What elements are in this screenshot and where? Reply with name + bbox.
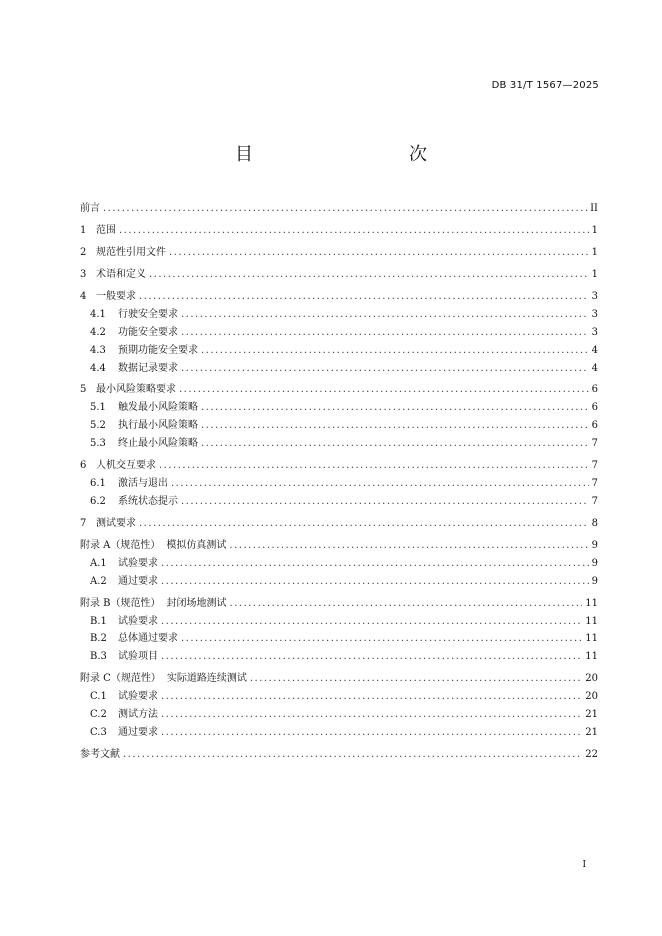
toc-entry-page: 20 — [585, 691, 598, 703]
toc-entry-number: 附录 C（规范性） — [80, 673, 161, 685]
toc-entry-page: 11 — [585, 633, 598, 645]
toc-entry-label: 范围 — [96, 224, 116, 236]
toc-entry[interactable] — [80, 648, 598, 666]
toc-entry-number: B.1 — [90, 615, 107, 627]
toc-leader-dots — [201, 342, 589, 360]
toc-entry[interactable] — [80, 613, 598, 631]
toc-entry-number: C.1 — [90, 691, 107, 703]
toc-leader-dots — [149, 266, 589, 284]
toc-leader-dots — [139, 515, 589, 533]
toc-entry-number: 附录 A（规范性） — [80, 539, 161, 551]
toc-entry[interactable] — [80, 222, 598, 240]
toc-entry-page: 3 — [591, 326, 598, 338]
toc-entry-page: 20 — [585, 673, 598, 685]
toc-entry-label: 试验要求 — [118, 615, 158, 627]
toc-entry[interactable] — [80, 573, 598, 591]
toc-leader-dots — [171, 475, 589, 493]
toc-entry[interactable] — [80, 475, 598, 493]
toc-entry-page: 1 — [591, 268, 598, 280]
toc-leader-dots — [181, 306, 589, 324]
toc-entry-label: 一般要求 — [96, 290, 136, 302]
toc-entry[interactable] — [80, 706, 598, 724]
toc-entry-label: 触发最小风险策略 — [118, 402, 198, 414]
toc-entry-label: 前言 — [80, 203, 100, 214]
toc-entry[interactable] — [80, 360, 598, 378]
standard-code: DB 31/T 1567—2025 — [491, 80, 599, 91]
toc-entry-page: 9 — [591, 575, 598, 587]
toc-leader-dots — [179, 381, 589, 399]
toc-entry-label: 终止最小风险策略 — [118, 438, 198, 450]
toc-leader-dots — [201, 417, 589, 435]
toc-entry-label: 模拟仿真测试 — [166, 539, 227, 551]
toc-entry-page: 8 — [591, 517, 598, 529]
toc-entry-label: 行驶安全要求 — [118, 308, 178, 320]
toc-leader-dots — [169, 244, 589, 262]
toc-entry-page: 6 — [591, 384, 598, 396]
toc-entry-number: 6.1 — [90, 478, 106, 490]
toc-leader-dots — [161, 688, 582, 706]
toc-leader-dots — [161, 573, 589, 591]
toc-entry[interactable] — [80, 435, 598, 453]
toc-entry[interactable] — [80, 200, 598, 218]
toc-entry-page: 6 — [591, 402, 598, 414]
toc-entry-label: 规范性引用文件 — [96, 246, 166, 258]
toc-entry-page: 11 — [585, 597, 598, 609]
toc-entry[interactable] — [80, 746, 598, 764]
toc-leader-dots — [161, 555, 589, 573]
toc-leader-dots — [161, 648, 582, 666]
toc-entry-page: 4 — [591, 362, 598, 374]
toc-entry[interactable] — [80, 244, 598, 262]
toc-entry[interactable] — [80, 595, 598, 613]
toc-entry-number: B.3 — [90, 651, 107, 663]
toc-entry[interactable] — [80, 399, 598, 417]
toc-entry-number: 2 — [80, 246, 87, 258]
toc-entry-label: 测试要求 — [96, 517, 136, 529]
toc-entry-number: 5 — [80, 384, 87, 396]
toc-entry-number: 4.2 — [90, 326, 106, 338]
toc-entry[interactable] — [80, 457, 598, 475]
toc-entry-number: A.1 — [90, 557, 107, 569]
toc-entry[interactable] — [80, 515, 598, 533]
toc-entry-page: 11 — [585, 615, 598, 627]
toc-entry-number: 1 — [80, 224, 87, 236]
toc-entry[interactable] — [80, 670, 598, 688]
toc-entry-label: 功能安全要求 — [118, 326, 178, 338]
toc-leader-dots — [161, 724, 582, 742]
toc-entry-label: 实际道路连续测试 — [166, 673, 247, 685]
toc-leader-dots — [201, 399, 589, 417]
toc-leader-dots — [119, 222, 589, 240]
toc-leader-dots — [159, 457, 589, 475]
toc-leader-dots — [230, 595, 583, 613]
toc-leader-dots — [181, 324, 589, 342]
toc-entry[interactable] — [80, 537, 598, 555]
toc-entry[interactable] — [80, 724, 598, 742]
toc-entry[interactable] — [80, 688, 598, 706]
toc-entry-number: 5.2 — [90, 420, 106, 432]
toc-leader-dots — [181, 493, 589, 511]
toc-entry[interactable] — [80, 417, 598, 435]
toc-entry-page: 3 — [591, 290, 598, 302]
toc-entry[interactable] — [80, 493, 598, 511]
toc-entry-label: 通过要求 — [118, 726, 158, 738]
toc-leader-dots — [229, 537, 588, 555]
toc-entry-number: C.3 — [90, 726, 107, 738]
toc-entry-label: 试验项目 — [118, 651, 158, 663]
toc-entry-number: 6 — [80, 460, 87, 472]
toc-entry-number: A.2 — [90, 575, 107, 587]
page-number: I — [582, 860, 586, 870]
toc-entry-page: 7 — [591, 460, 598, 472]
toc-entry-page: 6 — [591, 420, 598, 432]
toc-entry-label: 封闭场地测试 — [166, 597, 227, 609]
toc-entry-label: 最小风险策略要求 — [96, 384, 176, 396]
toc-entry[interactable] — [80, 381, 598, 399]
toc-entry-number: 7 — [80, 517, 87, 529]
toc-leader-dots — [181, 630, 582, 648]
toc-entry-label: 预期功能安全要求 — [118, 344, 198, 356]
toc-entry-label: 执行最小风险策略 — [118, 420, 198, 432]
toc-entry[interactable] — [80, 324, 598, 342]
toc-entry-number: 4.1 — [90, 308, 106, 320]
toc-entry[interactable] — [80, 288, 598, 306]
toc-entry-page: 4 — [591, 344, 598, 356]
toc-entry-page: 9 — [591, 539, 598, 551]
toc-leader-dots — [250, 670, 582, 688]
toc-entry[interactable] — [80, 306, 598, 324]
toc-leader-dots — [161, 613, 582, 631]
toc-entry[interactable] — [80, 266, 598, 284]
toc-leader-dots — [201, 435, 589, 453]
toc-entry[interactable] — [80, 630, 598, 648]
toc-entry-label: 激活与退出 — [118, 478, 168, 490]
toc-entry-label: 测试方法 — [118, 709, 158, 721]
toc-entry-page: 22 — [585, 748, 598, 760]
toc-entry-number: 5.3 — [90, 438, 106, 450]
toc-entry-number: 5.1 — [90, 402, 106, 414]
toc-entry-number: 6.2 — [90, 495, 106, 507]
toc-entry-page: II — [590, 203, 598, 214]
toc-entry-page: 7 — [591, 438, 598, 450]
toc-leader-dots — [161, 706, 582, 724]
toc-entry-label: 系统状态提示 — [118, 495, 178, 507]
toc-entry[interactable] — [80, 342, 598, 360]
toc-entry-page: 3 — [591, 308, 598, 320]
toc-entry-number: 附录 B（规范性） — [80, 597, 161, 609]
toc-entry-page: 11 — [585, 651, 598, 663]
toc-entry[interactable] — [80, 555, 598, 573]
toc-entry-number: B.2 — [90, 633, 107, 645]
toc-entry-page: 1 — [591, 224, 598, 236]
toc-entry-label: 术语和定义 — [96, 268, 146, 280]
toc-entry-page: 21 — [585, 726, 598, 738]
toc-entry-label: 人机交互要求 — [96, 460, 156, 472]
table-of-contents — [80, 200, 598, 764]
toc-leader-dots — [181, 360, 589, 378]
toc-entry-page: 21 — [585, 709, 598, 721]
toc-entry-page: 7 — [591, 478, 598, 490]
toc-entry-number: 4 — [80, 290, 87, 302]
toc-leader-dots — [139, 288, 589, 306]
toc-entry-page: 1 — [591, 246, 598, 258]
toc-entry-label: 参考文献 — [80, 748, 120, 760]
toc-entry-page: 9 — [591, 557, 598, 569]
toc-entry-label: 总体通过要求 — [118, 633, 178, 645]
toc-entry-page: 7 — [591, 495, 598, 507]
toc-entry-number: 3 — [80, 268, 87, 280]
toc-leader-dots — [103, 200, 587, 218]
toc-entry-label: 试验要求 — [118, 557, 158, 569]
toc-entry-label: 试验要求 — [118, 691, 158, 703]
page-title: 目 次 — [235, 144, 467, 165]
toc-entry-label: 通过要求 — [118, 575, 158, 587]
toc-leader-dots — [123, 746, 582, 764]
toc-entry-number: 4.3 — [90, 344, 106, 356]
toc-entry-label: 数据记录要求 — [118, 362, 178, 374]
toc-entry-number: C.2 — [90, 709, 107, 721]
toc-entry-number: 4.4 — [90, 362, 106, 374]
